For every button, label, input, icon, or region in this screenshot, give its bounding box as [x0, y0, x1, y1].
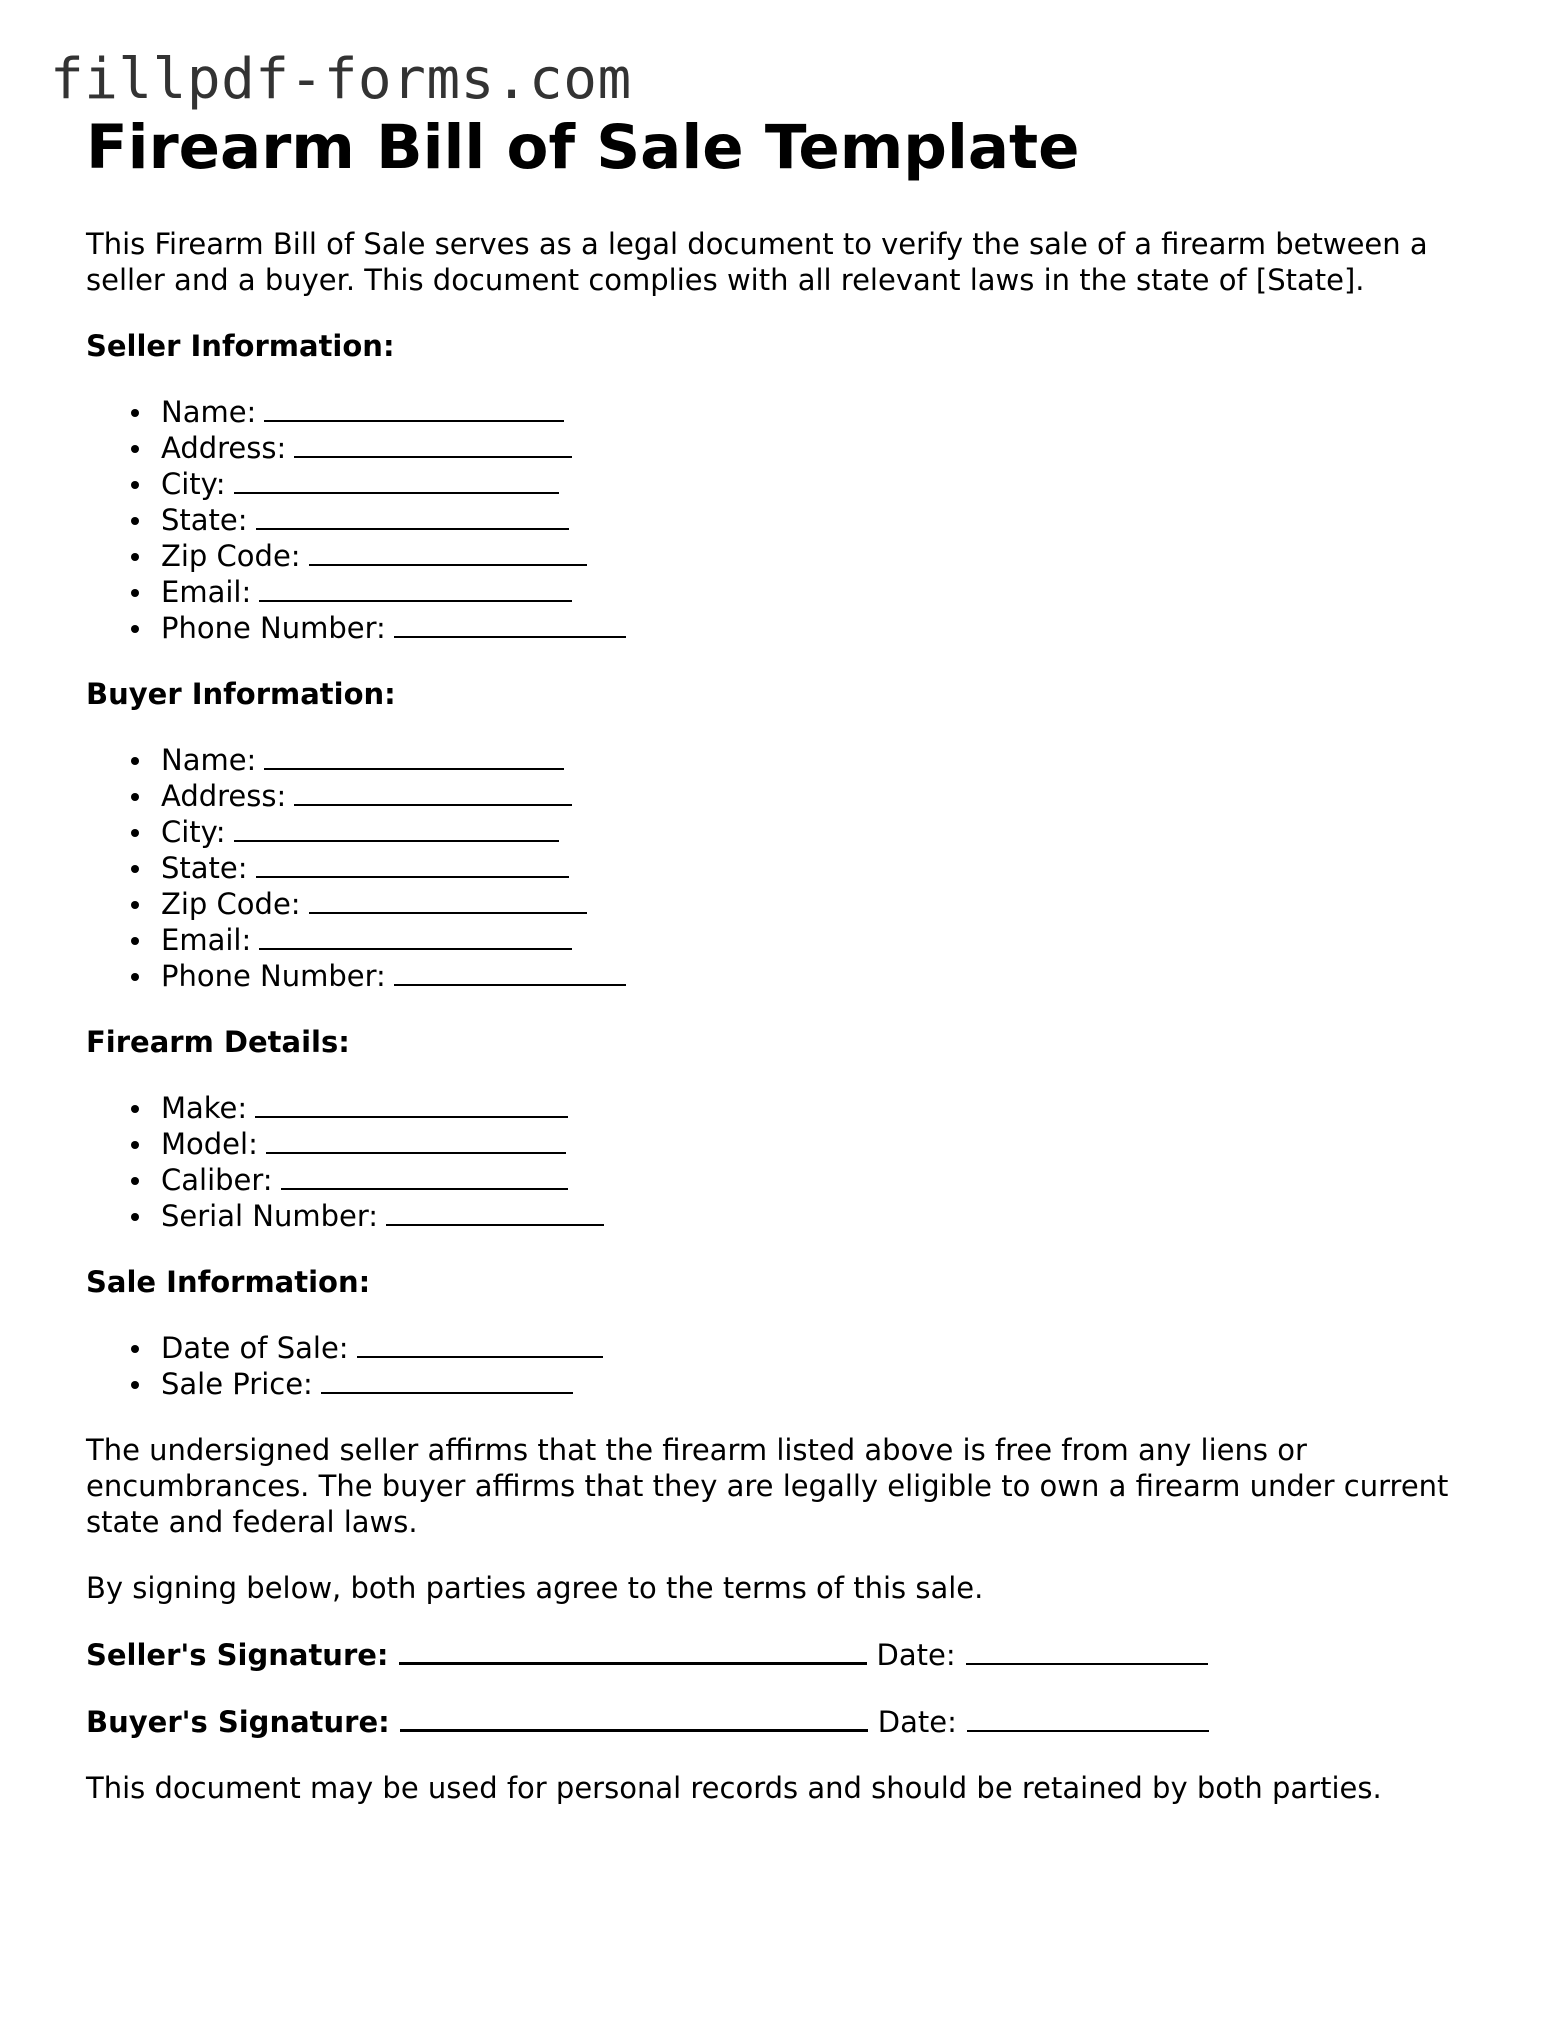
field-label: Sale Price:: [161, 1367, 313, 1401]
buyer-name-blank[interactable]: [264, 742, 564, 770]
buyer-date-label: Date:: [877, 1705, 957, 1739]
seller-fields-list: [86, 394, 1506, 646]
firearm-serial-field: [161, 1198, 1506, 1234]
seller-email-blank[interactable]: [259, 574, 572, 602]
sale-date-field: [161, 1330, 1506, 1366]
buyer-address-field: [161, 778, 1506, 814]
sale-heading: Sale Information:: [86, 1265, 371, 1299]
seller-name-field: [161, 394, 1506, 430]
sale-fields-list: [86, 1330, 1506, 1402]
field-label: Phone Number:: [161, 959, 386, 993]
seller-state-field: [161, 502, 1506, 538]
buyer-signature-label: Buyer's Signature:: [86, 1705, 390, 1739]
seller-city-field: [161, 466, 1506, 502]
affirmation-paragraph: The undersigned seller affirms that the firearm listed above is free from any liens or encumbrances. The buyer affirms that they are legally eligible to own a firearm under current state and federal laws.: [86, 1433, 1449, 1539]
field-label: Make:: [161, 1091, 248, 1125]
agreement-paragraph: By signing below, both parties agree to the terms of this sale.: [86, 1571, 984, 1605]
buyer-signature-line[interactable]: [400, 1703, 868, 1732]
sale-price-blank[interactable]: [321, 1366, 573, 1394]
seller-phone-blank[interactable]: [394, 610, 626, 638]
buyer-phone-blank[interactable]: [394, 958, 626, 986]
buyer-date-line[interactable]: [967, 1704, 1209, 1732]
firearm-model-blank[interactable]: [266, 1126, 566, 1154]
buyer-fields-list: [86, 742, 1506, 994]
field-label: Name:: [161, 395, 257, 429]
buyer-email-field: [161, 922, 1506, 958]
field-label: Email:: [161, 923, 252, 957]
firearm-fields-list: [86, 1090, 1506, 1234]
buyer-email-blank[interactable]: [259, 922, 572, 950]
field-label: Address:: [161, 431, 287, 465]
field-label: City:: [161, 467, 226, 501]
seller-signature-label: Seller's Signature:: [86, 1638, 389, 1672]
footer-note: This document may be used for personal records and should be retained by both parties.: [86, 1771, 1382, 1805]
watermark: fillpdf-forms.com: [50, 47, 632, 112]
seller-name-blank[interactable]: [264, 394, 564, 422]
intro-paragraph: This Firearm Bill of Sale serves as a legal document to verify the sale of a firearm between a seller and a buyer. This document complies with all relevant laws in the state of [State].: [86, 227, 1428, 297]
document-title: Firearm Bill of Sale Template: [86, 112, 1080, 183]
field-label: Zip Code:: [161, 887, 301, 921]
buyer-city-blank[interactable]: [234, 814, 559, 842]
buyer-signature-row: [86, 1703, 1506, 1740]
field-label: Name:: [161, 743, 257, 777]
buyer-state-field: [161, 850, 1506, 886]
sale-date-blank[interactable]: [357, 1330, 603, 1358]
buyer-phone-field: [161, 958, 1506, 994]
seller-signature-line[interactable]: [399, 1636, 867, 1665]
seller-date-line[interactable]: [966, 1637, 1208, 1665]
seller-state-blank[interactable]: [256, 502, 569, 530]
field-label: State:: [161, 851, 248, 885]
firearm-model-field: [161, 1126, 1506, 1162]
buyer-heading: Buyer Information:: [86, 677, 396, 711]
buyer-zip-blank[interactable]: [309, 886, 587, 914]
buyer-address-blank[interactable]: [294, 778, 572, 806]
seller-email-field: [161, 574, 1506, 610]
document-page: [86, 108, 1506, 1806]
seller-zip-field: [161, 538, 1506, 574]
firearm-caliber-blank[interactable]: [281, 1162, 568, 1190]
buyer-name-field: [161, 742, 1506, 778]
field-label: Zip Code:: [161, 539, 301, 573]
field-label: Phone Number:: [161, 611, 386, 645]
buyer-zip-field: [161, 886, 1506, 922]
seller-city-blank[interactable]: [234, 466, 559, 494]
seller-phone-field: [161, 610, 1506, 646]
field-label: Date of Sale:: [161, 1331, 349, 1365]
seller-address-blank[interactable]: [294, 430, 572, 458]
buyer-city-field: [161, 814, 1506, 850]
firearm-caliber-field: [161, 1162, 1506, 1198]
field-label: City:: [161, 815, 226, 849]
firearm-heading: Firearm Details:: [86, 1025, 350, 1059]
field-label: Model:: [161, 1127, 258, 1161]
field-label: Serial Number:: [161, 1199, 379, 1233]
field-label: State:: [161, 503, 248, 537]
buyer-state-blank[interactable]: [256, 850, 569, 878]
seller-signature-row: [86, 1636, 1506, 1673]
seller-date-label: Date:: [876, 1638, 956, 1672]
firearm-make-blank[interactable]: [255, 1090, 568, 1118]
sale-price-field: [161, 1366, 1506, 1402]
field-label: Caliber:: [161, 1163, 273, 1197]
seller-address-field: [161, 430, 1506, 466]
seller-zip-blank[interactable]: [309, 538, 587, 566]
firearm-make-field: [161, 1090, 1506, 1126]
seller-heading: Seller Information:: [86, 329, 395, 363]
firearm-serial-blank[interactable]: [386, 1198, 604, 1226]
field-label: Address:: [161, 779, 287, 813]
field-label: Email:: [161, 575, 252, 609]
